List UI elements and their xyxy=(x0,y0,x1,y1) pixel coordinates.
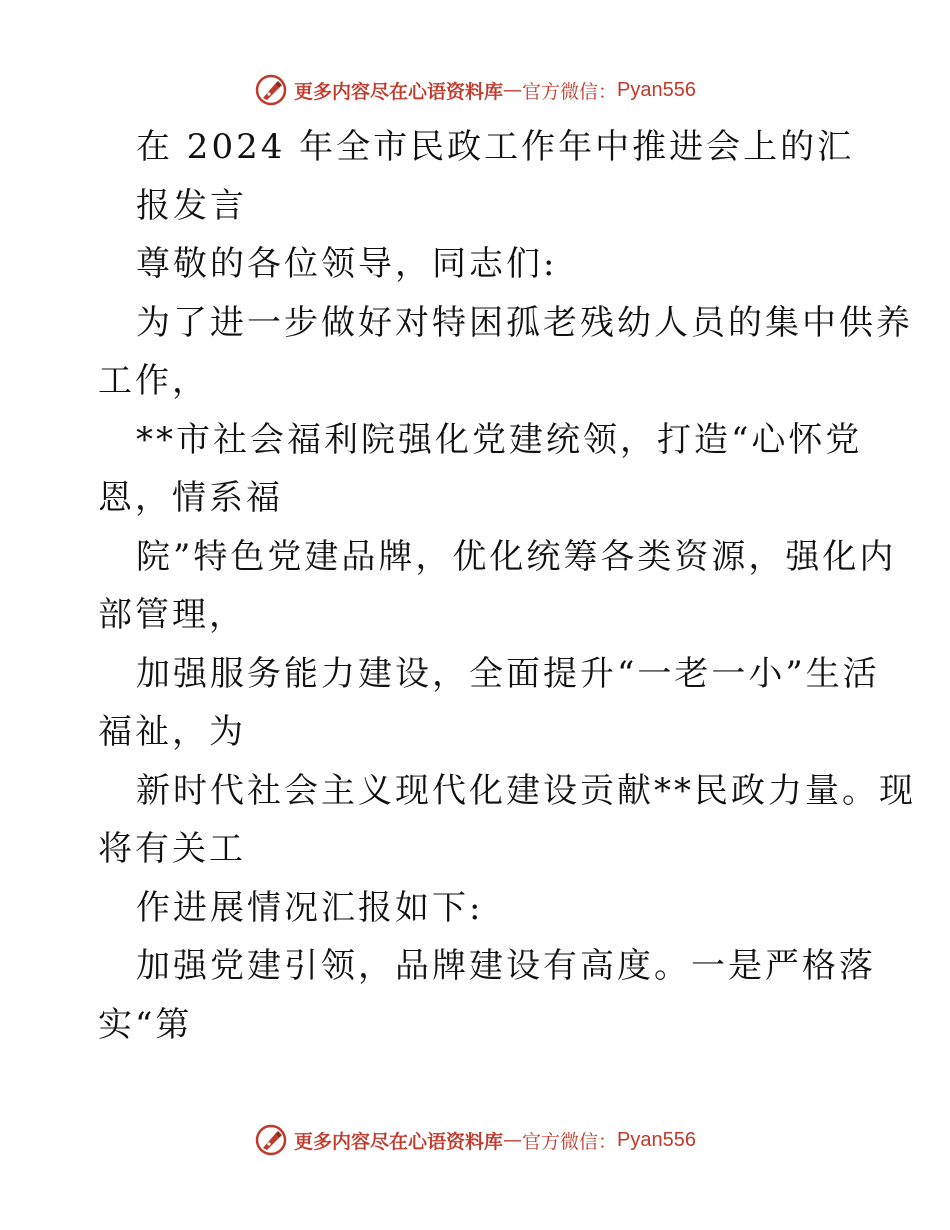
watermark-banner-top xyxy=(0,70,950,110)
doc-line: 为了进一步做好对特困孤老残幼人员的集中供养 xyxy=(136,302,913,343)
doc-line: 作进展情况汇报如下: xyxy=(136,887,484,928)
document-body xyxy=(98,118,916,1054)
watermark-site-text: 更多内容尽在心语资料库 xyxy=(294,80,504,103)
doc-line: 加强党建引领，品牌建设有高度。一是严格落 xyxy=(136,946,876,986)
doc-line: 部管理， xyxy=(98,595,246,635)
watermark-separator: — xyxy=(503,1129,523,1151)
watermark-wechat-id: Pyan556 xyxy=(617,78,696,101)
doc-line: 实“第 xyxy=(98,1004,193,1045)
doc-line: **市社会福利院强化党建统领，打造“心怀党 xyxy=(136,419,863,460)
watermark-separator: — xyxy=(503,79,523,101)
watermark-banner-bottom xyxy=(0,1120,950,1160)
watermark-wechat-id: Pyan556 xyxy=(617,1128,696,1151)
pen-nib-logo-icon xyxy=(254,1123,288,1157)
doc-line: 加强服务能力建设，全面提升“一老一小”生活 xyxy=(136,653,880,694)
doc-line: 尊敬的各位领导，同志们: xyxy=(136,244,558,284)
doc-line: 在 2024 年全市民政工作年中推进会上的汇 xyxy=(136,127,855,167)
pen-nib-logo-icon xyxy=(254,73,288,107)
doc-line: 将有关工 xyxy=(98,829,246,869)
doc-line: 福祉，为 xyxy=(98,712,246,752)
doc-line: 恩，情系福 xyxy=(98,478,283,518)
watermark-wechat-label: 官方微信： xyxy=(522,1130,618,1153)
watermark-wechat-label: 官方微信： xyxy=(522,80,618,103)
doc-line: 新时代社会主义现代化建设贡献**民政力量。现 xyxy=(136,770,916,811)
doc-line: 工作， xyxy=(98,361,209,401)
doc-line: 报发言 xyxy=(136,185,247,226)
doc-line: 院”特色党建品牌，优化统筹各类资源，强化内 xyxy=(136,536,897,577)
watermark-site-text: 更多内容尽在心语资料库 xyxy=(294,1130,504,1153)
